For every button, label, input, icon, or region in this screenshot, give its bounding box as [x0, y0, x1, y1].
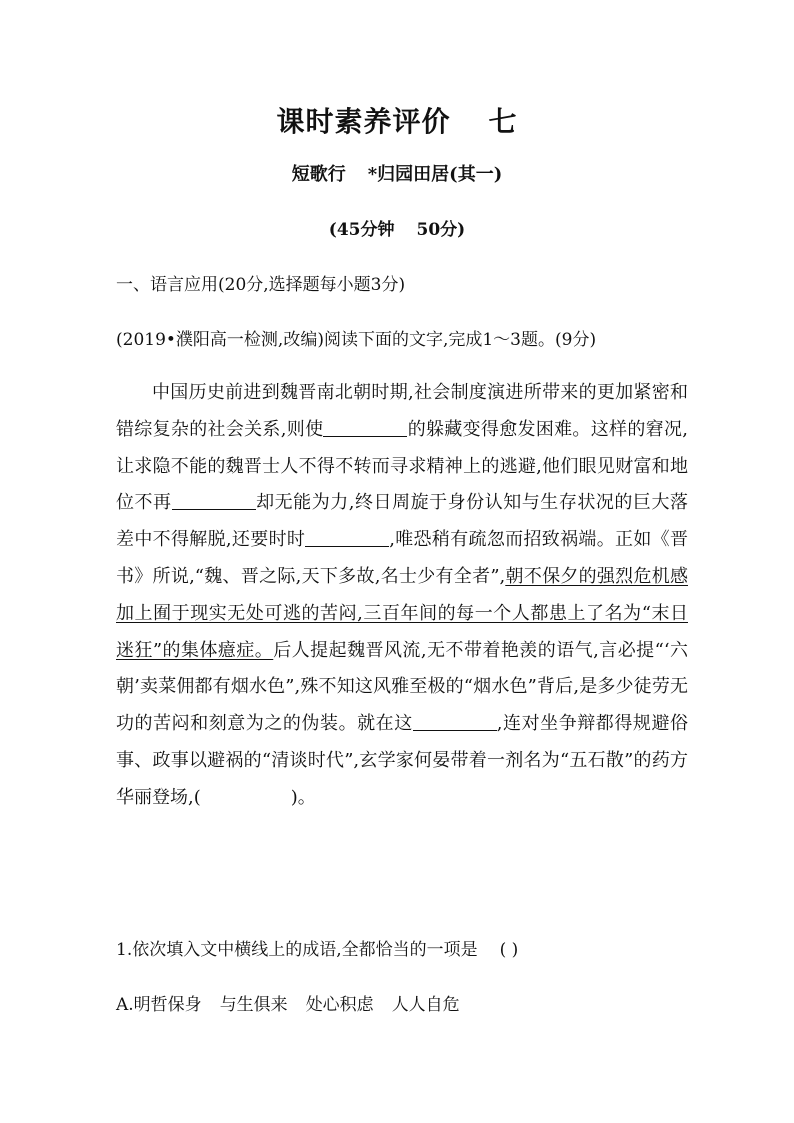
underlined-sentence: 朝不保夕的强烈危机感加上囿于现实无处可逃的苦闷,三百年间的每一个人都患上了名为“末日迷狂”的集体癔症。 [116, 565, 688, 661]
option-a-word-3: 处心积虑 [305, 995, 374, 1015]
passage-text-1: 中国历史前进到魏晋南北朝时期,社会制度演进所带来的更加紧密和错综复杂的社会关系,则使 [116, 382, 688, 440]
reading-passage [116, 375, 688, 817]
answer-blank-2[interactable] [172, 491, 256, 510]
answer-blank-3[interactable] [305, 528, 389, 547]
passage-text-7: )。 [290, 786, 316, 808]
passage-text-5: 后人提起魏晋风流,无不带着艳羡的语气,言必提“‘六朝’卖菜佣都有烟水色”,殊不知这风雅至极的“烟水色”背后,是多少徒劳无功的苦闷和刻意为之的伪装。就在这 [116, 639, 688, 735]
subtitle-poem-1: 短歌行 [291, 164, 346, 185]
option-a-word-4: 人人自危 [391, 995, 460, 1015]
time-score-line [0, 215, 794, 240]
option-a-word-2: 与生俱来 [219, 995, 288, 1015]
option-a-word-1: A.明哲保身 [116, 995, 202, 1015]
title-number: 七 [488, 105, 518, 138]
total-score: 50分) [416, 220, 466, 240]
passage-text-2: 的躲藏变得愈发困难。这样的窘况,让求隐不能的魏晋士人不得不转而寻求精神上的逃避,他们眼见财富和地位不再 [116, 418, 688, 514]
subtitle-poem-2: *归园田居(其一) [367, 164, 503, 185]
answer-blank-4[interactable] [413, 712, 497, 731]
section-heading: 一、语言应用(20分,选择题每小题3分) [116, 275, 406, 295]
passage-source: (2019•濮阳高一检测,改编)阅读下面的文字,完成1～3题。(9分) [116, 330, 597, 350]
passage-text-6: ,连对坐争辩都得规避俗事、政事以避祸的“清谈时代”,玄学家何晏带着一剂名为“五石散”的药方华丽登场,( [116, 713, 688, 808]
question-1-stem: 1.依次填入文中横线上的成语,全都恰当的一项是 [116, 940, 478, 960]
passage-text-3: 却无能为力,终日周旋于身份认知与生存状况的巨大落差中不得解脱,还要时时 [116, 492, 688, 551]
page-title [0, 100, 794, 140]
title-main: 课时素养评价 [276, 105, 451, 138]
question-1 [116, 935, 716, 960]
passage-text-4: ,唯恐稍有疏忽而招致祸端。正如《晋书》所说,“魏、晋之际,天下多故,名士少有全者”, [116, 529, 688, 587]
page-subtitle [0, 160, 794, 186]
answer-blank-1[interactable] [323, 418, 407, 437]
time-limit: (45分钟 [328, 220, 395, 240]
option-a[interactable] [116, 990, 716, 1015]
question-1-answer-slot[interactable]: ( ) [499, 940, 519, 960]
